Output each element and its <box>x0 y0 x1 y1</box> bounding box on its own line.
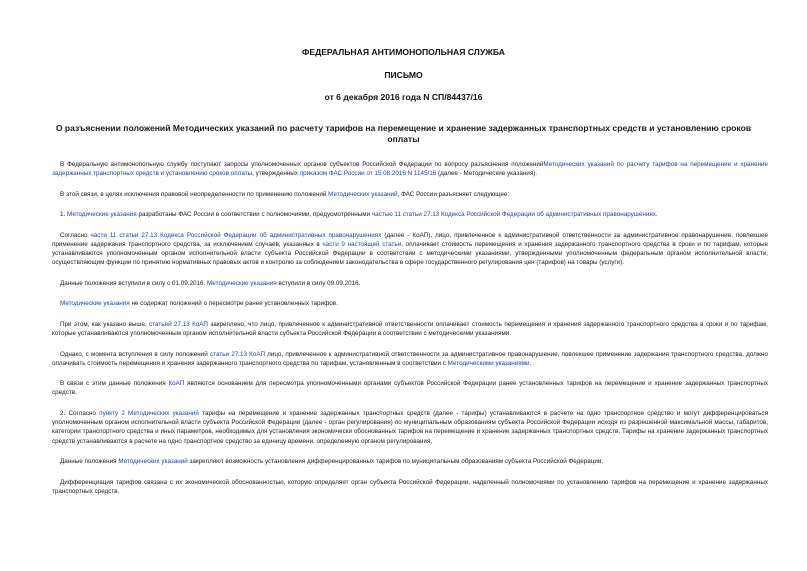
paragraph <box>52 299 768 308</box>
doc-link[interactable]: приказом ФАС России от 15.08.2016 N 1145/16 <box>299 170 437 178</box>
paragraph <box>52 457 768 466</box>
paragraph <box>52 160 768 178</box>
doc-link[interactable]: части 11 статьи 27.13 Кодекса Российской Федерации об административных правонарушениях <box>90 231 382 239</box>
paragraph <box>52 350 768 368</box>
text: В этой связи, в целях исключения правовой неопределенности по применению положений <box>60 190 329 198</box>
text: закреплено, что лицо, привлеченное к административной ответственности оплачивает стоимость перемещения и хранения задержанного транспортного средства в сроки и по тарифам, которые устанавливаются уполномоченным органом исполнительной власти субъекта Российской Федерации в соответствии с методическими указаниями. <box>52 320 768 338</box>
text: Согласно <box>60 231 91 239</box>
paragraph <box>52 279 768 288</box>
text: Дифференциация тарифов связана с их экономической обоснованностью, которую определяет орган субъекта Российской Федерации, наделенный полномочиями по установлению тарифов на перемещение и хранение задержанных транспортных средств. <box>52 478 768 495</box>
text: При этом, как указано выше, <box>60 320 150 328</box>
doc-link[interactable]: Методическими указаниями <box>447 359 530 367</box>
text: являются основанием для пересмотра уполномоченными органами субъектов Российской Федерации ранее установленных тарифов на перемещение и хранение задержанных транспортных средств. <box>52 380 768 397</box>
text: , утвержденных <box>252 170 300 178</box>
doc-link[interactable]: Методические указания <box>60 300 130 308</box>
text: лицо, привлеченное к административной ответственности за административное правонарушение, повлекшее применение задержания транспортного средства, должно оплачивать стоимость перемещения и хранения задержанного транспортного средства по тарифам, установленным в соответствии с <box>52 350 768 367</box>
agency-heading: ФЕДЕРАЛЬНАЯ АНТИМОНОПОЛЬНАЯ СЛУЖБА <box>302 47 505 57</box>
text: В Федеральную антимонопольную службу поступают запросы уполномоченных органов субъектов Российской Федерации по вопросу разъяснения положений <box>60 161 544 168</box>
doc-link[interactable]: Методических указаний <box>328 190 398 198</box>
text: Данные положения <box>60 458 119 466</box>
doc-link[interactable]: Методические указания <box>67 211 137 219</box>
paragraph <box>52 379 768 397</box>
doc-link[interactable]: пункту 2 Методических указаний <box>99 409 199 417</box>
text: Данные положения вступили в силу с 01.09.2016. <box>60 279 207 287</box>
text: , оплачивает стоимость перемещения и хранения задержанного транспортного средства в сроки и по тарифам, которые устанавливаются уполномоченным органом исполнительной власти субъекта Российской Федерации в соответствии с методическими указаниями, утвержденными уполномоченным федеральным органом исполнительной власти, осуществляющим функции по принятию нормативных правовых актов и контролю за соблюдением законодательства в сфере государственного регулирования цен (тарифов) на товары (услуги). <box>52 240 768 267</box>
text: (далее - КоАП), лицо, привлеченное к административной ответственности за административное правонарушение, повлекшее применение задержания транспортного средства, за исключением случаев, указанных в <box>52 231 768 248</box>
paragraph <box>52 478 768 496</box>
text: В связи с этим данные положения <box>60 380 169 388</box>
paragraph <box>52 210 768 219</box>
doc-link[interactable]: частью 11 статьи 27.13 Кодекса Российской Федерации об административных правонарушениях <box>371 211 656 219</box>
doc-link[interactable]: части 9 настоящей статьи <box>322 240 402 248</box>
paragraph <box>52 190 768 199</box>
document-subject: О разъяснении положений Методических указаний по расчету тарифов на перемещение и хранение задержанных транспортных средств и установлению сроков оплаты <box>55 123 752 144</box>
text: Однако, с момента вступления в силу положений <box>60 350 210 358</box>
text: разработаны ФАС России в соответствии с полномочиями, предусмотренными <box>136 211 372 219</box>
paragraph <box>52 409 768 446</box>
text: . <box>529 359 532 367</box>
doc-link[interactable]: Методических указаний <box>118 458 188 466</box>
text: (далее - Методические указания). <box>436 170 538 178</box>
text: , ФАС России разъясняет следующее: <box>397 190 510 198</box>
paragraph <box>52 231 768 268</box>
text: не содержат положений о пересмотре ранее установленных тарифов. <box>129 300 338 308</box>
paragraph <box>52 320 768 338</box>
doc-link[interactable]: статьей 27.13 КоАП <box>149 320 208 328</box>
text: закрепляют возможность установления дифференцированных тарифов по муниципальным образованиям субъекта Российской Федерации. <box>187 458 604 466</box>
doc-link[interactable]: статьи 27.13 КоАП <box>210 350 265 358</box>
doc-type-heading: ПИСЬМО <box>384 70 423 80</box>
text: 1. <box>60 211 68 219</box>
text: 2. Согласно <box>60 409 100 417</box>
text: . <box>655 211 658 219</box>
doc-link[interactable]: КоАП <box>168 380 185 388</box>
text: вступили в силу 09.09.2016. <box>276 279 361 287</box>
doc-link[interactable]: Методических указаний по расчету тарифов на перемещение и хранение задержанных транспортных средств и установлению сроков оплаты <box>52 161 768 178</box>
doc-number-heading: от 6 декабря 2016 года N СП/84437/16 <box>324 92 483 102</box>
doc-link[interactable]: Методические указания <box>206 279 277 287</box>
text: тарифы на перемещение и хранение задержанных транспортных средств (далее - тарифы) устанавливаются в расчете на одно транспортное средство и могут дифференцироваться уполномоченным органом исполнительной власти субъекта Российской Федерации (далее - орган регулирования) по муниципальным образованиям субъекта Российской Федерации исходя из разрешенной максимальной массы, габаритов, категории транспортного средства и иных параметров, необходимых для установления экономически обоснованных тарифов на перемещение и хранение задержанных транспортных средств. Тарифы на хранение задержанных транспортных средств устанавливаются в расчете на одно транспортное средство за единицу времени, определенную органом регулирования. <box>52 409 768 445</box>
document-body <box>52 160 768 507</box>
